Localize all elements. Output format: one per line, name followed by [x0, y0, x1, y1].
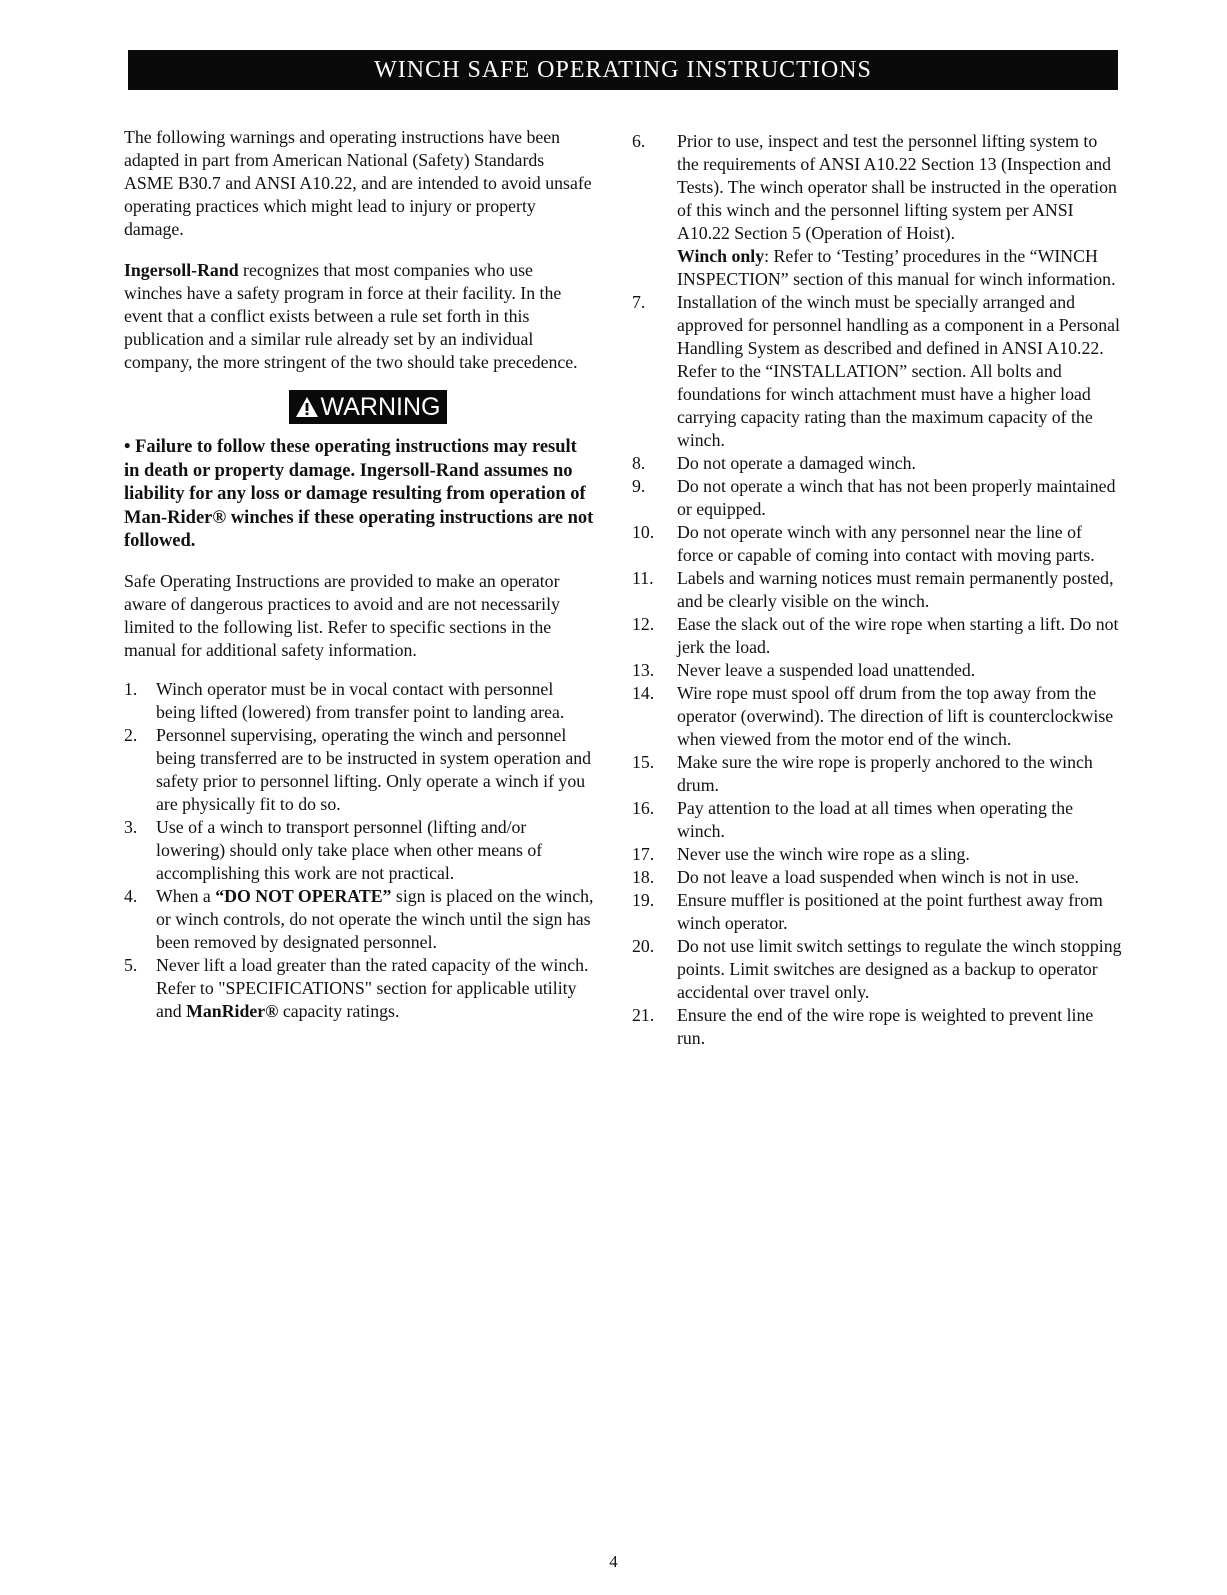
list-item — [124, 954, 594, 1023]
list-item-number: 2. — [124, 724, 138, 745]
warning-text: • Failure to follow these operating instructions may result in death or property damage. Ingersoll-Rand assumes no liability for any loss or damage resulting from operation of Man-Rider® winches if these operating instructions are not followed. — [124, 437, 594, 551]
right-column — [632, 130, 1122, 1050]
list-item-text: Never lift a load greater than the rated capacity of the winch. Refer to "SPECIFICATIONS" section for applicable utility and — [156, 954, 589, 1021]
list-item — [124, 724, 594, 816]
list-item — [124, 816, 594, 885]
list-item — [632, 452, 1122, 475]
list-item — [632, 291, 1122, 452]
list-item-text: Do not leave a load suspended when winch is not in use. — [677, 867, 1079, 887]
list-item-bold-text: “DO NOT OPERATE” — [215, 885, 392, 906]
list-item-bold-text: Winch only — [677, 246, 765, 266]
warning-label — [124, 390, 594, 424]
list-item — [632, 567, 1122, 613]
list-item — [632, 1004, 1122, 1050]
list-item-text: Labels and warning notices must remain permanently posted, and be clearly visible on the winch. — [677, 568, 1114, 611]
list-item-text: Ease the slack out of the wire rope when starting a lift. Do not jerk the load. — [677, 614, 1119, 657]
list-item-text: Make sure the wire rope is properly anchored to the winch drum. — [677, 752, 1093, 795]
list-item — [632, 751, 1122, 797]
list-item-number: 13. — [632, 660, 655, 680]
list-item — [632, 475, 1122, 521]
company-paragraph — [124, 259, 594, 374]
list-item — [632, 682, 1122, 751]
list-item-number: 5. — [124, 954, 138, 975]
list-item-text: Installation of the winch must be specially arranged and approved for personnel handling as a component in a Personal Handling System as described and defined in ANSI A10.22. Refer to the “INSTALLATION” section. All bolts and foundations for winch attachment must have a higher load carrying capacity rating than the maximum capacity of the winch. — [677, 292, 1120, 450]
company-name: Ingersoll-Rand — [124, 260, 239, 280]
list-item — [632, 935, 1122, 1004]
list-item — [632, 889, 1122, 935]
list-item-number: 6. — [632, 131, 646, 151]
list-item — [124, 678, 594, 724]
list-item-text: Do not use limit switch settings to regulate the winch stopping points. Limit switches are designed as a backup to operator accidental over travel only. — [677, 936, 1122, 1002]
warning-triangle-icon — [295, 396, 319, 418]
list-item — [632, 866, 1122, 889]
list-item-number: 1. — [124, 678, 138, 699]
list-item-text: Never leave a suspended load unattended. — [677, 660, 976, 680]
page-number: 4 — [609, 1552, 618, 1571]
list-item-number: 3. — [124, 816, 138, 837]
list-item — [632, 843, 1122, 866]
list-item-number: 12. — [632, 614, 655, 634]
instruction-list-left — [124, 678, 594, 1023]
list-item-text: Do not operate a winch that has not been properly maintained or equipped. — [677, 476, 1116, 519]
list-item-text: Use of a winch to transport personnel (lifting and/or lowering) should only take place when other means of accomplishing this work are not practical. — [156, 816, 543, 883]
list-item-text: When a — [156, 885, 216, 906]
intro-paragraph: The following warnings and operating instructions have been adapted in part from American National (Safety) Standards ASME B30.7 and ANSI A10.22, and are intended to avoid unsafe operating practices which might lead to injury or property damage. — [124, 127, 592, 239]
safe-intro-paragraph: Safe Operating Instructions are provided to make an operator aware of dangerous practices to avoid and are not necessarily limited to the following list. Refer to specific sections in the manual for additional safety information. — [124, 570, 560, 660]
list-item-text: Winch operator must be in vocal contact with personnel being lifted (lowered) from transfer point to landing area. — [156, 678, 565, 722]
list-item-text: Do not operate winch with any personnel near the line of force or capable of coming into contact with moving parts. — [677, 522, 1095, 565]
list-item-text: Pay attention to the load at all times when operating the winch. — [677, 798, 1074, 841]
list-item-number: 7. — [632, 292, 646, 312]
list-item — [632, 797, 1122, 843]
list-item — [632, 130, 1122, 291]
list-item-text: Ensure the end of the wire rope is weighted to prevent line run. — [677, 1005, 1094, 1048]
page-title: WINCH SAFE OPERATING INSTRUCTIONS — [374, 56, 872, 83]
list-item-number: 16. — [632, 798, 655, 818]
list-item-number: 17. — [632, 844, 655, 864]
list-item-bold-text: ManRider® — [186, 1000, 279, 1021]
list-item-number: 20. — [632, 936, 655, 956]
company-paragraph-text: recognizes that most companies who use winches have a safety program in force at their facility. In the event that a conflict exists between a rule set forth in this publication and a similar rule already set by an individual company, the more stringent of the two should take precedence. — [124, 260, 578, 372]
list-item-text: sign is placed on the winch, or winch controls, do not operate the winch until the sign has been removed by designated personnel. — [156, 885, 594, 952]
list-item-text: Never use the winch wire rope as a sling. — [677, 844, 970, 864]
section-title-bar — [128, 50, 1118, 90]
list-item — [632, 659, 1122, 682]
list-item-number: 4. — [124, 885, 138, 906]
list-item — [124, 885, 594, 954]
list-item-number: 14. — [632, 683, 655, 703]
list-item-number: 15. — [632, 752, 655, 772]
list-item-text: Ensure muffler is positioned at the point furthest away from winch operator. — [677, 890, 1103, 933]
list-item-number: 18. — [632, 867, 655, 887]
list-item-number: 10. — [632, 522, 655, 542]
list-item — [632, 521, 1122, 567]
list-item-number: 19. — [632, 890, 655, 910]
left-column — [124, 126, 594, 1023]
list-item-number: 21. — [632, 1005, 655, 1025]
list-item-text: Prior to use, inspect and test the personnel lifting system to the requirements of ANSI A10.22 Section 13 (Inspection and Tests). The winch operator shall be instructed in the operation of this winch and the personnel lifting system per ANSI A10.22 Section 5 (Operation of Hoist). — [677, 131, 1117, 243]
list-item-text: capacity ratings. — [278, 1000, 400, 1021]
list-item-number: 9. — [632, 476, 646, 496]
instruction-list-right — [632, 130, 1122, 1050]
list-item-number: 8. — [632, 453, 646, 473]
list-item-text: Personnel supervising, operating the winch and personnel being transferred are to be instructed in system operation and safety prior to personnel lifting. Only operate a winch if you are physically fit to do so. — [156, 724, 591, 814]
list-item-number: 11. — [632, 568, 654, 588]
list-item-text: : Refer to ‘Testing’ procedures in the “WINCH INSPECTION” section of this manual for winch information. — [677, 246, 1116, 289]
warning-badge — [289, 390, 448, 424]
list-item-text: Do not operate a damaged winch. — [677, 453, 916, 473]
warning-badge-label: WARNING — [320, 393, 441, 421]
list-item-text: Wire rope must spool off drum from the top away from the operator (overwind). The direction of lift is counterclockwise when viewed from the motor end of the winch. — [677, 683, 1114, 749]
list-item — [632, 613, 1122, 659]
